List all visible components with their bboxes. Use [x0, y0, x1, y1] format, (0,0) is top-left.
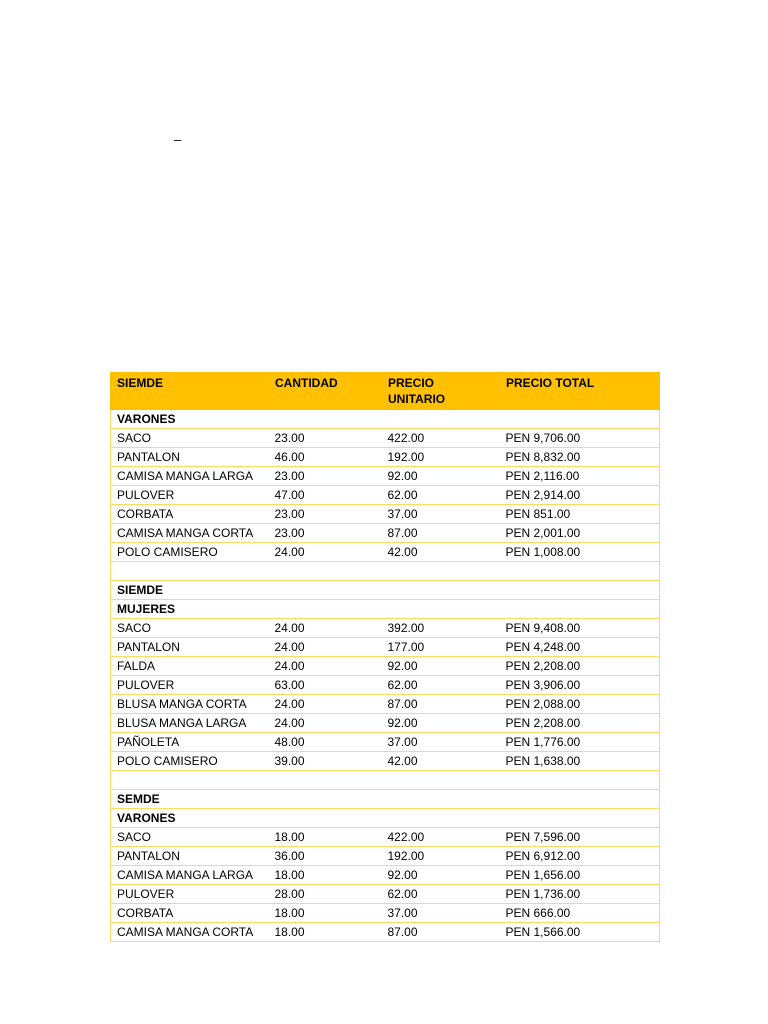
precio-total-cell: PEN 2,088.00: [500, 695, 660, 714]
cantidad-cell: 36.00: [269, 847, 382, 866]
empty-cell: [382, 562, 500, 581]
item-cell: SACO: [111, 429, 269, 448]
table-row: [111, 733, 660, 752]
precio-total-cell: PEN 8,832.00: [500, 448, 660, 467]
cantidad-cell: 23.00: [269, 524, 382, 543]
precio-unitario-cell: 87.00: [382, 923, 500, 942]
item-cell: CAMISA MANGA CORTA: [111, 524, 269, 543]
precio-unitario-cell: 42.00: [382, 752, 500, 771]
empty-cell: [269, 809, 382, 828]
cantidad-cell: 18.00: [269, 904, 382, 923]
precio-unitario-cell: 192.00: [382, 847, 500, 866]
item-cell: PANTALON: [111, 847, 269, 866]
precio-unitario-cell: 422.00: [382, 429, 500, 448]
blank-row: [111, 771, 660, 790]
cantidad-cell: 24.00: [269, 619, 382, 638]
section-row: [111, 600, 660, 619]
header-siemde: SIEMDE: [111, 373, 269, 410]
empty-cell: [111, 771, 269, 790]
section-label: VARONES: [111, 809, 269, 828]
table-row: [111, 467, 660, 486]
empty-cell: [500, 410, 660, 429]
precio-unitario-cell: 62.00: [382, 486, 500, 505]
precio-total-cell: PEN 1,736.00: [500, 885, 660, 904]
table-row: [111, 904, 660, 923]
table-row: [111, 486, 660, 505]
item-cell: CORBATA: [111, 505, 269, 524]
empty-cell: [269, 562, 382, 581]
section-row: [111, 581, 660, 600]
precio-total-cell: PEN 1,566.00: [500, 923, 660, 942]
empty-cell: [500, 790, 660, 809]
item-cell: PAÑOLETA: [111, 733, 269, 752]
precio-total-cell: PEN 1,638.00: [500, 752, 660, 771]
table-body: [111, 410, 660, 942]
item-cell: CAMISA MANGA LARGA: [111, 467, 269, 486]
header-precio-total: PRECIO TOTAL: [500, 373, 660, 410]
precio-unitario-cell: 62.00: [382, 676, 500, 695]
table-row: [111, 752, 660, 771]
precio-unitario-cell: 92.00: [382, 657, 500, 676]
empty-cell: [382, 809, 500, 828]
empty-cell: [382, 410, 500, 429]
cantidad-cell: 63.00: [269, 676, 382, 695]
section-label: SEMDE: [111, 790, 269, 809]
item-cell: POLO CAMISERO: [111, 752, 269, 771]
item-cell: PULOVER: [111, 885, 269, 904]
precio-total-cell: PEN 4,248.00: [500, 638, 660, 657]
table-row: [111, 638, 660, 657]
precio-total-cell: PEN 7,596.00: [500, 828, 660, 847]
empty-cell: [500, 600, 660, 619]
table-row: [111, 714, 660, 733]
section-label: SIEMDE: [111, 581, 269, 600]
precio-unitario-cell: 422.00: [382, 828, 500, 847]
precio-total-cell: PEN 2,208.00: [500, 657, 660, 676]
empty-cell: [111, 562, 269, 581]
table-row: [111, 923, 660, 942]
empty-cell: [500, 562, 660, 581]
empty-cell: [269, 771, 382, 790]
table-row: [111, 448, 660, 467]
price-table: [110, 372, 660, 942]
item-cell: CAMISA MANGA CORTA: [111, 923, 269, 942]
item-cell: PANTALON: [111, 448, 269, 467]
cantidad-cell: 39.00: [269, 752, 382, 771]
precio-unitario-cell: 177.00: [382, 638, 500, 657]
precio-unitario-cell: 87.00: [382, 695, 500, 714]
table-header-row: [111, 373, 660, 410]
cantidad-cell: 23.00: [269, 467, 382, 486]
precio-total-cell: PEN 666.00: [500, 904, 660, 923]
table-row: [111, 885, 660, 904]
table-row: [111, 505, 660, 524]
precio-unitario-cell: 92.00: [382, 467, 500, 486]
blank-row: [111, 562, 660, 581]
empty-cell: [269, 581, 382, 600]
empty-cell: [269, 790, 382, 809]
item-cell: CAMISA MANGA LARGA: [111, 866, 269, 885]
empty-cell: [269, 410, 382, 429]
precio-total-cell: PEN 9,706.00: [500, 429, 660, 448]
precio-unitario-cell: 192.00: [382, 448, 500, 467]
empty-cell: [382, 790, 500, 809]
table-row: [111, 429, 660, 448]
cantidad-cell: 24.00: [269, 638, 382, 657]
cantidad-cell: 23.00: [269, 429, 382, 448]
precio-total-cell: PEN 851.00: [500, 505, 660, 524]
item-cell: CORBATA: [111, 904, 269, 923]
section-label: MUJERES: [111, 600, 269, 619]
precio-unitario-cell: 62.00: [382, 885, 500, 904]
item-cell: FALDA: [111, 657, 269, 676]
empty-cell: [269, 600, 382, 619]
cantidad-cell: 24.00: [269, 695, 382, 714]
item-cell: PULOVER: [111, 676, 269, 695]
cantidad-cell: 23.00: [269, 505, 382, 524]
table-row: [111, 657, 660, 676]
precio-unitario-cell: 92.00: [382, 866, 500, 885]
precio-total-cell: PEN 2,208.00: [500, 714, 660, 733]
cantidad-cell: 24.00: [269, 714, 382, 733]
header-precio-unitario: PRECIO UNITARIO: [382, 373, 500, 410]
table-row: [111, 676, 660, 695]
precio-unitario-cell: 87.00: [382, 524, 500, 543]
precio-total-cell: PEN 2,914.00: [500, 486, 660, 505]
precio-total-cell: PEN 9,408.00: [500, 619, 660, 638]
dash-mark: –: [174, 132, 182, 147]
item-cell: SACO: [111, 619, 269, 638]
precio-unitario-cell: 37.00: [382, 904, 500, 923]
empty-cell: [500, 771, 660, 790]
precio-unitario-cell: 392.00: [382, 619, 500, 638]
precio-unitario-cell: 37.00: [382, 733, 500, 752]
precio-unitario-cell: 92.00: [382, 714, 500, 733]
table-row: [111, 543, 660, 562]
cantidad-cell: 24.00: [269, 543, 382, 562]
item-cell: PULOVER: [111, 486, 269, 505]
item-cell: BLUSA MANGA CORTA: [111, 695, 269, 714]
section-row: [111, 809, 660, 828]
section-label: VARONES: [111, 410, 269, 429]
cantidad-cell: 46.00: [269, 448, 382, 467]
precio-unitario-cell: 37.00: [382, 505, 500, 524]
empty-cell: [382, 581, 500, 600]
table-row: [111, 524, 660, 543]
precio-total-cell: PEN 6,912.00: [500, 847, 660, 866]
empty-cell: [500, 809, 660, 828]
item-cell: SACO: [111, 828, 269, 847]
precio-total-cell: PEN 2,001.00: [500, 524, 660, 543]
table-row: [111, 847, 660, 866]
cantidad-cell: 24.00: [269, 657, 382, 676]
section-row: [111, 410, 660, 429]
cantidad-cell: 18.00: [269, 866, 382, 885]
empty-cell: [382, 771, 500, 790]
item-cell: POLO CAMISERO: [111, 543, 269, 562]
cantidad-cell: 48.00: [269, 733, 382, 752]
precio-total-cell: PEN 3,906.00: [500, 676, 660, 695]
cantidad-cell: 18.00: [269, 828, 382, 847]
header-cantidad: CANTIDAD: [269, 373, 382, 410]
cantidad-cell: 47.00: [269, 486, 382, 505]
precio-total-cell: PEN 1,776.00: [500, 733, 660, 752]
section-row: [111, 790, 660, 809]
empty-cell: [500, 581, 660, 600]
precio-total-cell: PEN 1,008.00: [500, 543, 660, 562]
precio-total-cell: PEN 2,116.00: [500, 467, 660, 486]
table-row: [111, 695, 660, 714]
precio-unitario-cell: 42.00: [382, 543, 500, 562]
precio-total-cell: PEN 1,656.00: [500, 866, 660, 885]
item-cell: PANTALON: [111, 638, 269, 657]
cantidad-cell: 18.00: [269, 923, 382, 942]
table-row: [111, 866, 660, 885]
item-cell: BLUSA MANGA LARGA: [111, 714, 269, 733]
cantidad-cell: 28.00: [269, 885, 382, 904]
table-row: [111, 619, 660, 638]
table-row: [111, 828, 660, 847]
empty-cell: [382, 600, 500, 619]
